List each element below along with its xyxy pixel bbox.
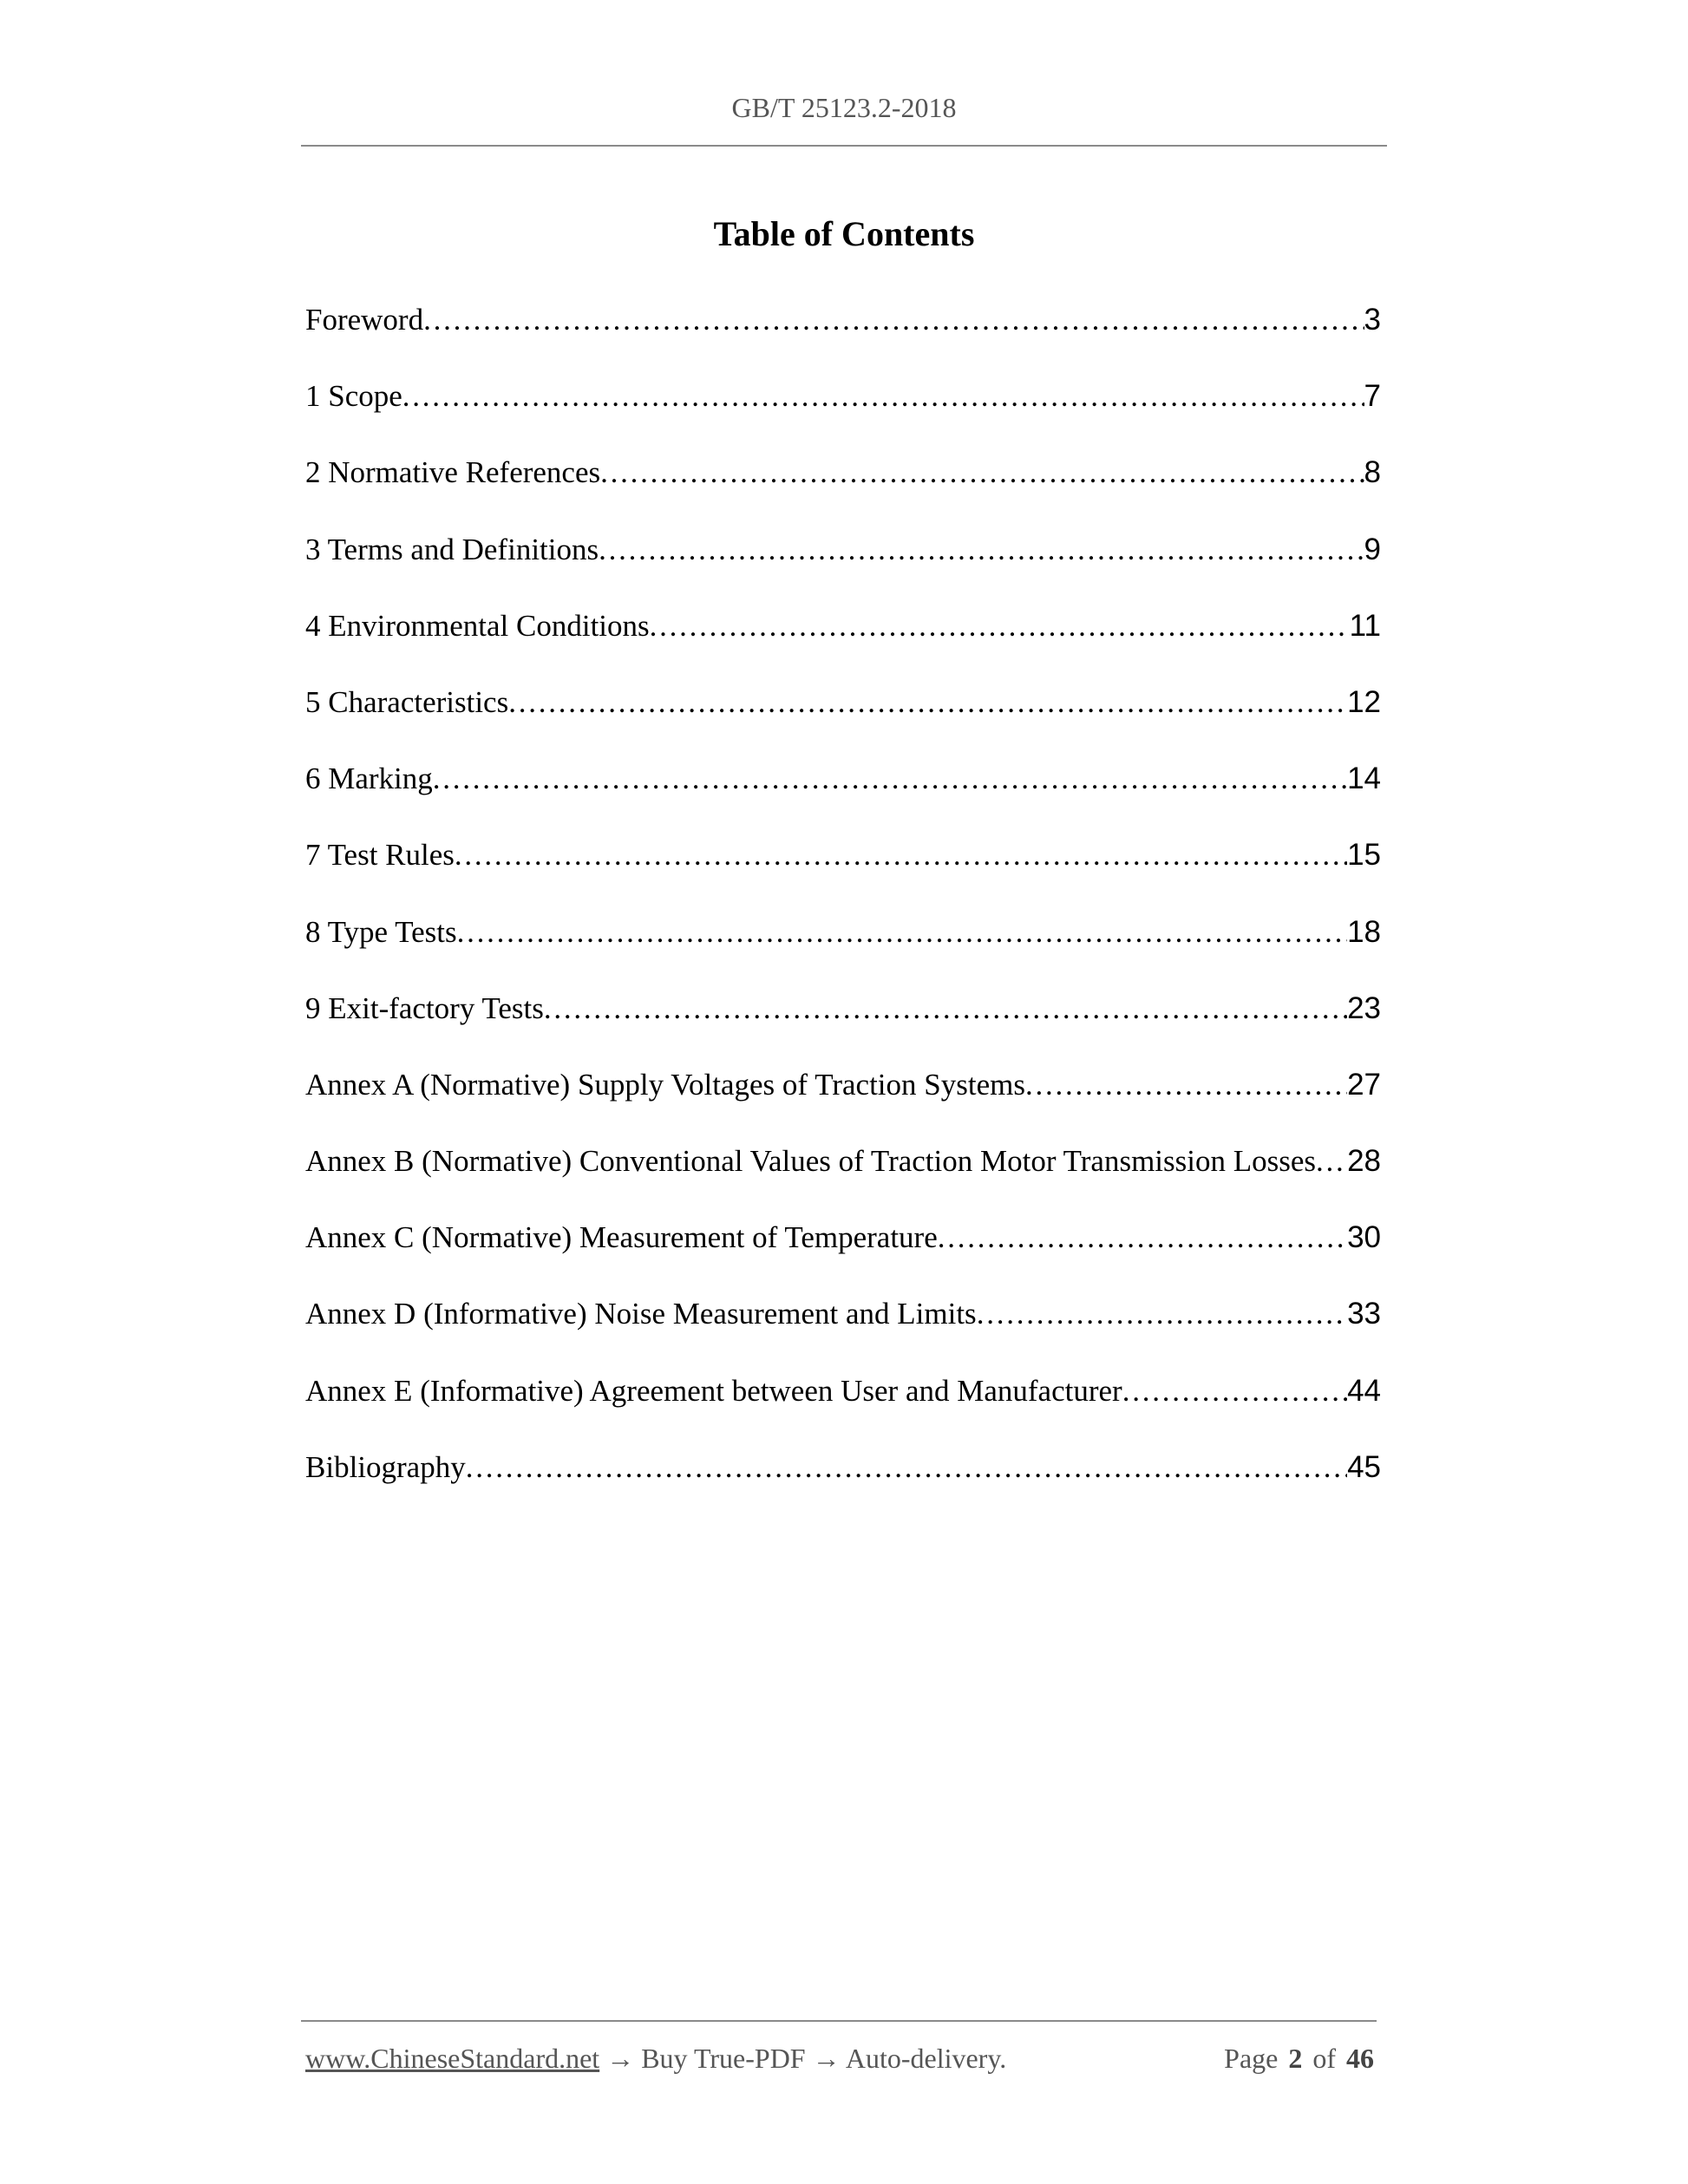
toc-entry-scope[interactable] [305,376,1381,452]
arrow-right-icon: → [812,2043,841,2074]
page-indicator [1224,2041,1374,2076]
toc-entry-label: 3 Terms and Definitions [305,532,599,566]
footer-divider [301,2020,1377,2022]
toc-entry-type-tests[interactable] [305,912,1381,988]
toc-dot-leader [455,834,1347,876]
toc-dot-leader [1025,1064,1347,1106]
total-page-count: 46 [1346,2043,1374,2074]
toc-entry-page: 27 [1347,1067,1381,1102]
toc-entry-label: Annex C (Normative) Measurement of Temperature [305,1220,938,1255]
toc-entry-page: 33 [1347,1297,1381,1331]
toc-dot-leader [466,1447,1347,1488]
toc-entry-label: 4 Environmental Conditions [305,608,650,643]
toc-entry-label: 6 Marking [305,762,433,796]
toc-entry-page: 7 [1364,379,1381,414]
toc-dot-leader [977,1293,1347,1335]
current-page-number: 2 [1288,2043,1303,2074]
toc-dot-leader [600,452,1364,494]
toc-entry-page: 8 [1364,455,1381,490]
toc-dot-leader [433,758,1347,800]
page-title: Table of Contents [713,214,975,253]
toc-dot-leader [457,912,1347,953]
website-link[interactable]: www.ChineseStandard.net [305,2043,600,2074]
toc-entry-page: 23 [1347,991,1381,1025]
toc-entry-annex-c[interactable] [305,1217,1381,1293]
toc-entry-label: 7 Test Rules [305,838,455,873]
toc-entry-label: 5 Characteristics [305,684,509,719]
toc-entry-label: Annex D (Informative) Noise Measurement and Limits [305,1297,977,1331]
toc-entry-label: Foreword [305,303,424,337]
toc-entry-terms-and-definitions[interactable] [305,529,1381,605]
toc-entry-label: Bibliography [305,1449,466,1484]
toc-entry-page: 14 [1347,762,1381,796]
toc-entry-label: 8 Type Tests [305,914,457,949]
toc-entry-test-rules[interactable] [305,834,1381,911]
toc-entry-foreword[interactable] [305,299,1381,376]
toc-entry-annex-b[interactable] [305,1141,1381,1217]
toc-entry-label: 9 Exit-factory Tests [305,991,544,1025]
toc-entry-page: 12 [1347,684,1381,719]
arrow-right-icon: → [606,2043,635,2074]
toc-entry-page: 3 [1364,303,1381,337]
toc-entry-page: 44 [1347,1373,1381,1408]
toc-entry-page: 28 [1347,1144,1381,1179]
of-label: of [1312,2043,1336,2074]
toc-dot-leader [544,988,1347,1030]
toc-entry-page: 18 [1347,914,1381,949]
toc-entry-label: Annex E (Informative) Agreement between User and Manufacturer [305,1373,1122,1408]
toc-entry-characteristics[interactable] [305,682,1381,758]
toc-entry-page: 9 [1364,532,1381,566]
footer-step-buy: Buy True-PDF [641,2043,806,2074]
toc-entry-label: 1 Scope [305,379,402,414]
toc-entry-annex-a[interactable] [305,1064,1381,1141]
header-divider [301,145,1387,147]
toc-entry-bibliography[interactable] [305,1447,1381,1523]
toc-entry-label: Annex A (Normative) Supply Voltages of Traction Systems [305,1067,1025,1102]
toc-entry-marking[interactable] [305,758,1381,834]
toc-dot-leader [650,605,1350,647]
toc-dot-leader [938,1217,1347,1259]
toc-entry-page: 15 [1347,838,1381,873]
toc-list [305,299,1381,1523]
toc-entry-environmental-conditions[interactable] [305,605,1381,682]
toc-entry-label: Annex B (Normative) Conventional Values of Traction Motor Transmission Losses [305,1144,1317,1179]
toc-dot-leader [1122,1370,1347,1412]
toc-dot-leader [599,529,1364,571]
toc-dot-leader [508,682,1347,723]
toc-dot-leader [402,376,1364,417]
toc-entry-exit-factory-tests[interactable] [305,988,1381,1064]
footer-step-delivery: Auto-delivery. [845,2043,1007,2074]
toc-entry-normative-references[interactable] [305,452,1381,528]
toc-dot-leader [1316,1141,1347,1182]
toc-entry-annex-e[interactable] [305,1370,1381,1447]
footer-promo [305,2041,1006,2076]
toc-entry-annex-d[interactable] [305,1293,1381,1370]
toc-dot-leader [423,299,1364,341]
toc-entry-label: 2 Normative References [305,455,601,490]
toc-entry-page: 45 [1347,1449,1381,1484]
toc-entry-page: 30 [1347,1220,1381,1255]
toc-entry-page: 11 [1349,608,1381,643]
page-label: Page [1224,2043,1279,2074]
header-document-code: GB/T 25123.2-2018 [731,92,957,123]
